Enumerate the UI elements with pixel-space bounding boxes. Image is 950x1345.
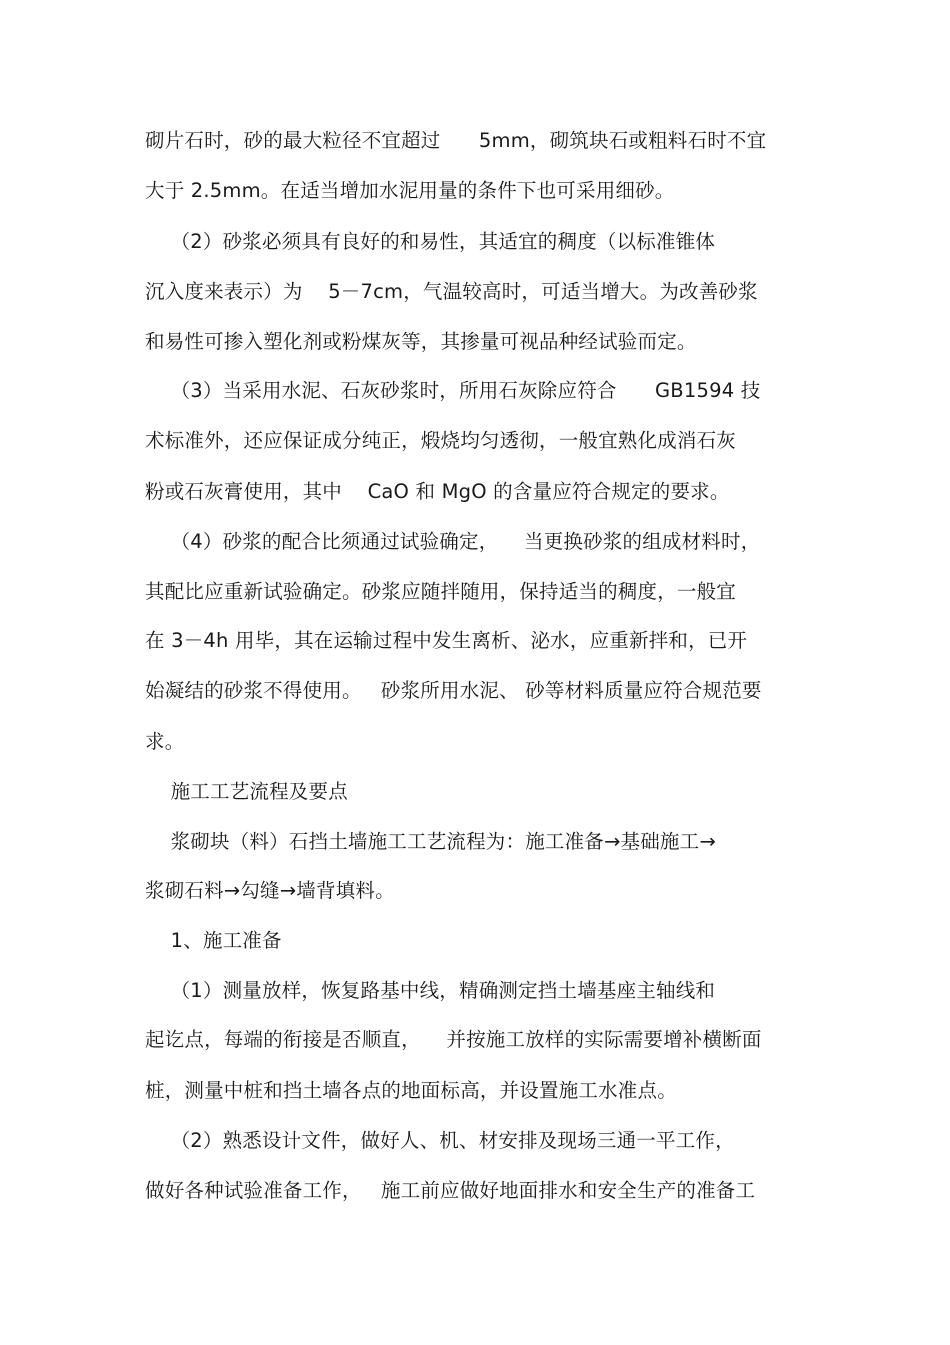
text-line: 求。 xyxy=(145,730,185,753)
section-heading: 施工工艺流程及要点 xyxy=(145,780,348,803)
text-line: 起讫点，每端的衔接是否顺直， 并按施工放样的实际需要增补横断面 xyxy=(145,1028,762,1051)
text-line: 做好各种试验准备工作， 施工前应做好地面排水和安全生产的准备工 xyxy=(145,1179,756,1202)
text-line: 粉或石灰膏使用，其中 CaO 和 MgO 的含量应符合规定的要求。 xyxy=(145,480,730,503)
text-line: 浆砌块（料）石挡土墙施工工艺流程为：施工准备→基础施工→ xyxy=(145,830,716,853)
text-line: 大于 2.5mm。在适当增加水泥用量的条件下也可采用细砂。 xyxy=(145,179,675,202)
text-line: 浆砌石料→勾缝→墙背填料。 xyxy=(145,879,395,902)
text-line: （4）砂浆的配合比须通过试验确定， 当更换砂浆的组成材料时， xyxy=(145,530,761,553)
text-line: 术标准外，还应保证成分纯正，煅烧均匀透彻，一般宜熟化成消石灰 xyxy=(145,429,737,452)
text-line: 始凝结的砂浆不得使用。 砂浆所用水泥、 砂等材料质量应符合规范要 xyxy=(145,679,762,702)
text-line: 桩，测量中桩和挡土墙各点的地面标高，并设置施工水准点。 xyxy=(145,1079,677,1102)
text-line: （1）测量放样，恢复路基中线，精确测定挡土墙基座主轴线和 xyxy=(145,979,716,1002)
text-line: （2）熟悉设计文件，做好人、机、材安排及现场三通一平工作， xyxy=(145,1129,735,1152)
text-line: 砌片石时，砂的最大粒径不宜超过 5mm，砌筑块石或粗料石时不宜 xyxy=(145,129,767,152)
text-line: 和易性可掺入塑化剂或粉煤灰等，其掺量可视品种经试验而定。 xyxy=(145,330,697,353)
text-line: 沉入度来表示）为 5－7cm，气温较高时，可适当增大。为改善砂浆 xyxy=(145,280,758,303)
text-line: 其配比应重新试验确定。砂浆应随拌随用，保持适当的稠度，一般宜 xyxy=(145,580,737,603)
text-line: （2）砂浆必须具有良好的和易性，其适宜的稠度（以标准锥体 xyxy=(145,230,716,253)
subsection-heading: 1、施工准备 xyxy=(145,929,282,952)
text-line: （3）当采用水泥、石灰砂浆时，所用石灰除应符合 GB1594 技 xyxy=(145,379,761,402)
text-line: 在 3－4h 用毕，其在运输过程中发生离析、泌水，应重新拌和，已开 xyxy=(145,629,748,652)
